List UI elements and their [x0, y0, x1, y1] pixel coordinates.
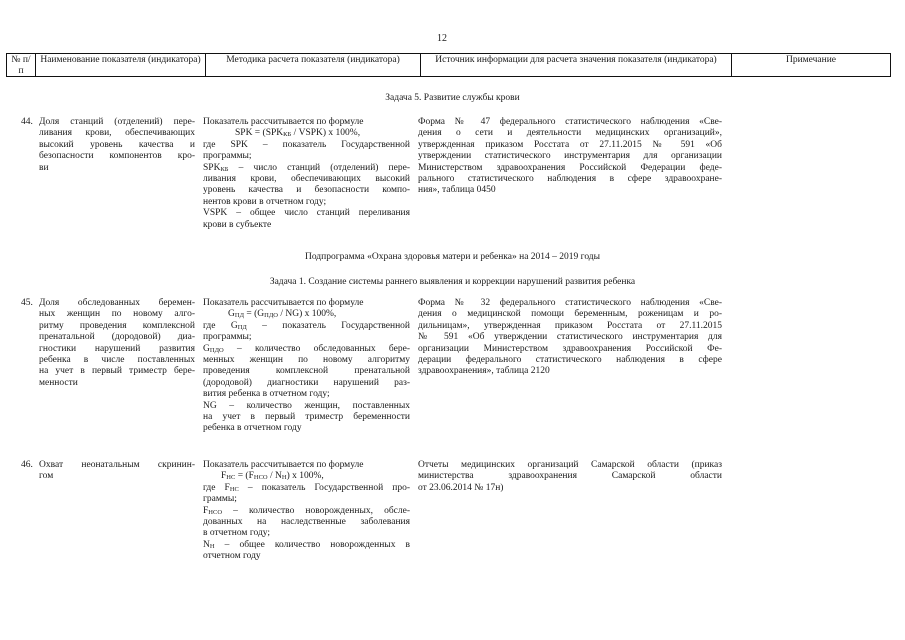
- indicator-name: Охват неонатальным скринин- гом: [39, 460, 195, 482]
- row-number: 46.: [21, 460, 33, 470]
- section-title-task1: Задача 1. Создание системы раннего выявления и коррекции нарушений развития ребенка: [269, 277, 636, 287]
- header-note: Примечание: [731, 54, 891, 76]
- calculation-method: Показатель рассчитывается по формуле $F_{НС} = (F_{НСО} / N_Н)$ х 100%, где $F_{НС}$ – показатель Государственной про- граммы; $F_{НСО}$ – количество новорожденных, обсле- дованных на наследственные заболевания в отчетном году; $N_Н$ – общее количество новорожденных в отчетном году: [203, 460, 410, 562]
- table-row-45: [0, 298, 905, 448]
- header-indicator-name: Наименование показателя (индикатора): [35, 54, 205, 76]
- table-row-46: [0, 460, 905, 580]
- section-title-task5: Задача 5. Развитие службы крови: [385, 93, 520, 103]
- indicator-name: Доля обследованных беремен- ных женщин по новому алго- ритму проведения комплексной пренатальной (дородовой) диа- гностики нарушений развития ребенка в числе поставленных на учет в первый триместр бере- менности: [39, 298, 195, 388]
- row-number: 44.: [21, 117, 33, 127]
- row-number: 45.: [21, 298, 33, 308]
- header-calculation-method: Методика расчета показателя (индикатора): [205, 54, 420, 76]
- header-information-source: Источник информации для расчета значения показателя (индикатора): [420, 54, 731, 76]
- header-number: № п/п: [6, 54, 35, 76]
- calculation-method: Показатель рассчитывается по формуле SPK = ($SPK_{КБ}$ / VSPK) х 100%, где SPK – показатель Государственной программы; $SPK_{КБ}$ – число станций (отделений) пере- ливания крови, обеспечивающих высокий уровень качества и безопасности компо- нентов крови в отчетном году; VSPK – общее число станций переливания крови в субъекте: [203, 117, 410, 230]
- calculation-method: Показатель рассчитывается по формуле $G_{ПД} = (G_{ПДО} / NG)$ х 100%, где $G_{ПД}$ – показатель Государственной программы; $G_{ПДО}$ – количество обследованных бере- менных женщин по новому алгоритму проведения комплексной пренатальной (дородовой) диагностики нарушений раз- вития ребенка в отчетном году; NG – количество женщин, поставленных на учет в первый триместр беременности ребенка в отчетном году: [203, 298, 410, 434]
- information-source: Отчеты медицинских организаций Самарской области (приказ министерства здравоохранения Самарской области от 23.06.2014 № 17н): [418, 460, 722, 493]
- information-source: Форма № 32 федерального статистического наблюдения «Све- дения о медицинской помощи беременным, роженицам и ро- дильницам», утвержденная приказом Росстата от 27.11.2015 № 591 «Об утверждении статистического инструментария для организации Министерством здравоохранения Российской Фе- дерации федерального статистического наблюдения в сфере здравоохранения», таблица 2120: [418, 298, 722, 377]
- subprogram-title: Подпрограмма «Охрана здоровья матери и ребенка» на 2014 – 2019 годы: [304, 252, 601, 262]
- page-number: 12: [437, 33, 447, 44]
- table-row-44: [0, 117, 905, 247]
- information-source: Форма № 47 федерального статистического наблюдения «Све- дения о сети и деятельности медицинских организаций», утвержденная приказом Росстата от 27.11.2015 № 591 «Об утверждении статистического инструментария для организации Министерством здравоохранения Российской Федерации феде- рального статистического наблюдения в сфере здравоохране- ния», таблица 0450: [418, 117, 722, 196]
- table-header: [6, 53, 891, 77]
- indicator-name: Доля станций (отделений) пере- ливания крови, обеспечивающих высокий уровень качества и безопасности компонентов кро- ви: [39, 117, 195, 173]
